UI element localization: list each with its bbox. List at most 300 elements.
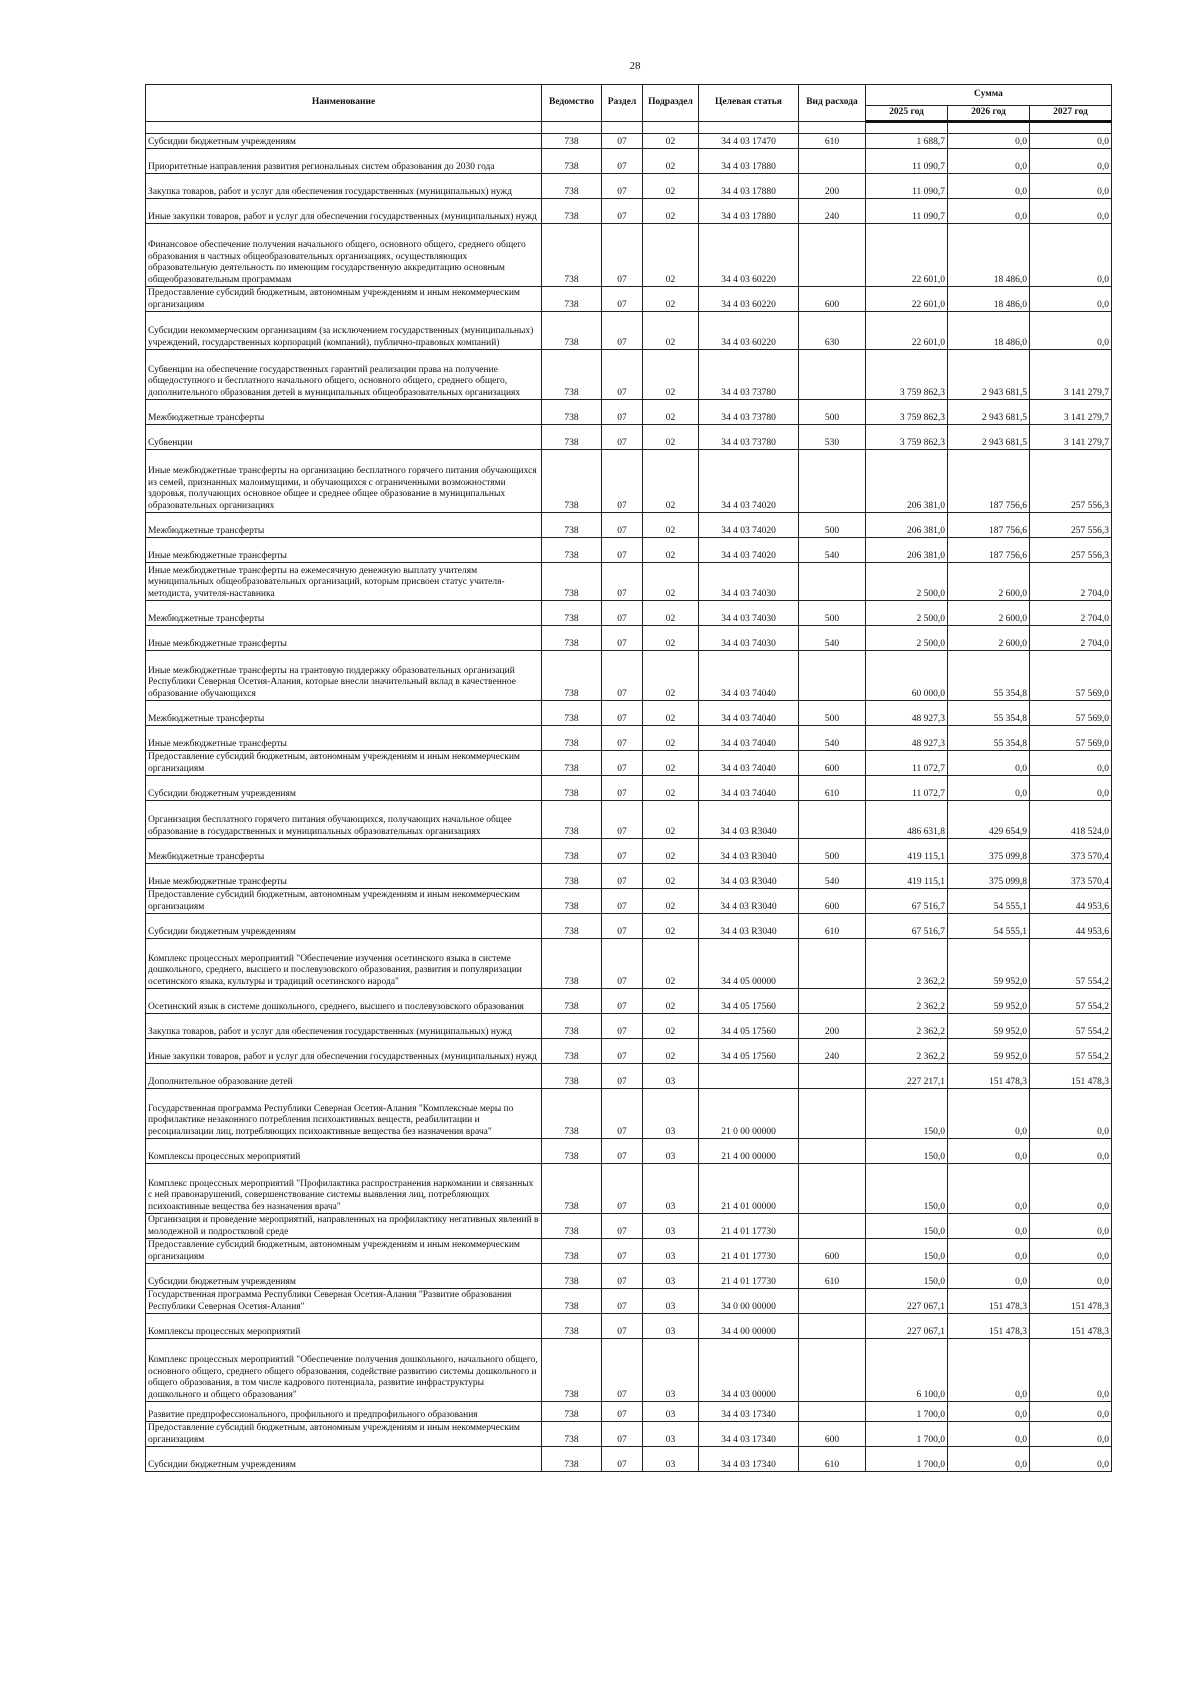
table-cell-vid xyxy=(799,1402,866,1422)
table-cell-podrazdel: 02 xyxy=(643,513,699,538)
table-cell-vid: 200 xyxy=(799,174,866,199)
table-cell-podrazdel: 02 xyxy=(643,801,699,839)
table-cell-razdel: 07 xyxy=(602,1139,643,1164)
table-cell-2026: 429 654,9 xyxy=(948,801,1030,839)
table-cell-vid: 500 xyxy=(799,400,866,425)
table-cell-podrazdel: 02 xyxy=(643,538,699,563)
table-cell-target: 34 4 03 73780 xyxy=(699,400,799,425)
table-cell-2025: 150,0 xyxy=(866,1089,948,1139)
table-cell-podrazdel: 03 xyxy=(643,1164,699,1214)
table-row xyxy=(146,400,1112,425)
table-row xyxy=(146,224,1112,287)
table-row xyxy=(146,776,1112,801)
table-cell-2027: 257 556,3 xyxy=(1030,513,1112,538)
table-cell-razdel: 07 xyxy=(602,1064,643,1089)
header-2027: 2027 год xyxy=(1030,106,1112,122)
table-cell-2025: 48 927,3 xyxy=(866,701,948,726)
table-cell-2025: 48 927,3 xyxy=(866,726,948,751)
table-row xyxy=(146,1422,1112,1447)
table-cell-razdel: 07 xyxy=(602,1239,643,1264)
table-cell-2027: 2 704,0 xyxy=(1030,601,1112,626)
table-row xyxy=(146,538,1112,563)
table-cell-2025: 1 688,7 xyxy=(866,134,948,149)
table-cell-podrazdel: 02 xyxy=(643,400,699,425)
table-cell-name: Комплексы процессных мероприятий xyxy=(146,1139,542,1164)
table-cell-2027: 0,0 xyxy=(1030,287,1112,312)
table-cell-vid xyxy=(799,1089,866,1139)
table-cell-2025: 22 601,0 xyxy=(866,287,948,312)
table-row xyxy=(146,1402,1112,1422)
table-cell-podrazdel: 03 xyxy=(643,1264,699,1289)
table-row xyxy=(146,1089,1112,1139)
table-cell-name: Субвенции на обеспечение государственных гарантий реализации права на получение общедоступного и бесплатного начального общего, основного общего, среднего общего, дополнительного образования детей в муниципальных общеобразовательных организациях xyxy=(146,350,542,400)
table-cell-2027: 0,0 xyxy=(1030,134,1112,149)
table-cell-vedomstvo: 738 xyxy=(542,651,602,701)
table-cell-vedomstvo: 738 xyxy=(542,400,602,425)
table-cell-razdel: 07 xyxy=(602,350,643,400)
table-cell-vid: 610 xyxy=(799,1264,866,1289)
table-cell-vedomstvo: 738 xyxy=(542,1014,602,1039)
table-cell-name: Иные закупки товаров, работ и услуг для обеспечения государственных (муниципальных) нужд xyxy=(146,1039,542,1064)
header-razdel: Раздел xyxy=(602,85,643,122)
table-cell-2026: 2 600,0 xyxy=(948,601,1030,626)
table-row xyxy=(146,1164,1112,1214)
table-cell-name: Субсидии бюджетным учреждениям xyxy=(146,776,542,801)
table-cell-vedomstvo: 738 xyxy=(542,601,602,626)
table-cell-podrazdel: 03 xyxy=(643,1289,699,1314)
table-row xyxy=(146,1139,1112,1164)
table-cell-podrazdel: 03 xyxy=(643,1089,699,1139)
table-cell-2026: 0,0 xyxy=(948,1339,1030,1402)
table-row xyxy=(146,1214,1112,1239)
table-cell-podrazdel: 02 xyxy=(643,839,699,864)
table-cell-razdel: 07 xyxy=(602,751,643,776)
table-cell-2025: 227 067,1 xyxy=(866,1289,948,1314)
table-cell-name: Дополнительное образование детей xyxy=(146,1064,542,1089)
table-cell-vedomstvo: 738 xyxy=(542,224,602,287)
table-cell-2026: 375 099,8 xyxy=(948,864,1030,889)
table-cell-2025: 11 072,7 xyxy=(866,776,948,801)
table-cell-2026: 187 756,6 xyxy=(948,450,1030,513)
table-cell-2027: 57 554,2 xyxy=(1030,1014,1112,1039)
table-cell-podrazdel: 02 xyxy=(643,776,699,801)
table-cell-2025: 67 516,7 xyxy=(866,889,948,914)
table-cell-name: Межбюджетные трансферты xyxy=(146,400,542,425)
table-cell-name: Финансовое обеспечение получения начального общего, основного общего, среднего общего образования в частных общеобразовательных организациях, осуществляющих образовательную деятельность по имеющим государственную аккредитацию основным общеобразовательным программам xyxy=(146,224,542,287)
table-row xyxy=(146,563,1112,601)
table-cell-2026: 2 600,0 xyxy=(948,626,1030,651)
table-row xyxy=(146,751,1112,776)
table-cell-2027: 0,0 xyxy=(1030,1339,1112,1402)
table-cell-2026: 375 099,8 xyxy=(948,839,1030,864)
table-cell-vid: 540 xyxy=(799,538,866,563)
table-cell-2027: 0,0 xyxy=(1030,1214,1112,1239)
table-cell-vid xyxy=(799,1314,866,1339)
table-cell-podrazdel: 02 xyxy=(643,939,699,989)
table-cell-vid xyxy=(799,939,866,989)
table-cell-razdel: 07 xyxy=(602,889,643,914)
table-cell-2026: 0,0 xyxy=(948,149,1030,174)
table-cell-name: Предоставление субсидий бюджетным, автономным учреждениям и иным некоммерческим организациям xyxy=(146,1422,542,1447)
table-cell-2026: 18 486,0 xyxy=(948,312,1030,350)
table-cell-target: 21 4 01 00000 xyxy=(699,1164,799,1214)
table-cell-target: 21 4 00 00000 xyxy=(699,1139,799,1164)
table-cell-target: 34 4 03 74040 xyxy=(699,651,799,701)
header-vid: Вид расхода xyxy=(799,85,866,122)
table-cell-2026: 55 354,8 xyxy=(948,651,1030,701)
table-cell-name: Субсидии бюджетным учреждениям xyxy=(146,914,542,939)
table-cell-2025: 2 500,0 xyxy=(866,563,948,601)
table-cell-2026: 0,0 xyxy=(948,199,1030,224)
table-cell-name: Субвенции xyxy=(146,425,542,450)
table-cell-target: 34 4 00 00000 xyxy=(699,1314,799,1339)
table-cell-name: Предоставление субсидий бюджетным, автономным учреждениям и иным некоммерческим организациям xyxy=(146,287,542,312)
table-cell-vedomstvo: 738 xyxy=(542,450,602,513)
table-cell-razdel: 07 xyxy=(602,1289,643,1314)
table-cell-name: Субсидии бюджетным учреждениям xyxy=(146,134,542,149)
table-cell-vedomstvo: 738 xyxy=(542,1214,602,1239)
table-cell-podrazdel: 02 xyxy=(643,989,699,1014)
table-cell-vid xyxy=(799,149,866,174)
table-cell-vedomstvo: 738 xyxy=(542,1339,602,1402)
table-cell-name: Предоставление субсидий бюджетным, автономным учреждениям и иным некоммерческим организациям xyxy=(146,889,542,914)
table-cell-2027: 57 569,0 xyxy=(1030,726,1112,751)
table-cell-podrazdel: 02 xyxy=(643,889,699,914)
table-cell-vid xyxy=(799,1289,866,1314)
table-row xyxy=(146,312,1112,350)
table-cell-2026: 2 943 681,5 xyxy=(948,350,1030,400)
table-cell-vedomstvo: 738 xyxy=(542,701,602,726)
table-row xyxy=(146,149,1112,174)
table-cell-vid xyxy=(799,563,866,601)
table-cell-2026: 0,0 xyxy=(948,776,1030,801)
table-cell-2026: 0,0 xyxy=(948,1089,1030,1139)
table-cell-target: 34 4 03 73780 xyxy=(699,350,799,400)
table-cell-name: Комплексы процессных мероприятий xyxy=(146,1314,542,1339)
table-cell-vid xyxy=(799,801,866,839)
table-cell-razdel: 07 xyxy=(602,776,643,801)
table-cell-vid: 600 xyxy=(799,889,866,914)
table-cell-2026: 0,0 xyxy=(948,134,1030,149)
table-cell-name: Иные межбюджетные трансферты xyxy=(146,864,542,889)
table-cell-vedomstvo: 738 xyxy=(542,134,602,149)
table-cell-podrazdel: 02 xyxy=(643,601,699,626)
table-cell-vedomstvo: 738 xyxy=(542,1289,602,1314)
table-cell-name: Субсидии некоммерческим организациям (за исключением государственных (муниципальных) учреждений, государственных корпораций (компаний), публично-правовых компаний) xyxy=(146,312,542,350)
table-cell-name: Комплекс процессных мероприятий "Обеспечение изучения осетинского языка в системе дошкольного, среднего, высшего и послевузовского образования, развития и популяризации осетинского языка, культуры и традиций осетинского народа" xyxy=(146,939,542,989)
table-cell-vid: 500 xyxy=(799,601,866,626)
table-cell-2025: 2 500,0 xyxy=(866,626,948,651)
table-cell-target: 34 0 00 00000 xyxy=(699,1289,799,1314)
table-cell-razdel: 07 xyxy=(602,199,643,224)
table-cell-vid xyxy=(799,1164,866,1214)
table-cell-2026: 59 952,0 xyxy=(948,989,1030,1014)
table-cell-2025: 6 100,0 xyxy=(866,1339,948,1402)
table-cell-2027: 0,0 xyxy=(1030,1447,1112,1472)
table-cell-2026: 59 952,0 xyxy=(948,1014,1030,1039)
table-cell-target: 34 4 03 17340 xyxy=(699,1402,799,1422)
table-cell-2027: 0,0 xyxy=(1030,1089,1112,1139)
table-cell-podrazdel: 02 xyxy=(643,626,699,651)
table-cell-2025: 150,0 xyxy=(866,1139,948,1164)
table-cell-razdel: 07 xyxy=(602,1089,643,1139)
table-cell-vedomstvo: 738 xyxy=(542,312,602,350)
table-cell-razdel: 07 xyxy=(602,312,643,350)
table-cell-2025: 11 090,7 xyxy=(866,199,948,224)
table-cell-podrazdel: 02 xyxy=(643,224,699,287)
table-cell-name: Межбюджетные трансферты xyxy=(146,513,542,538)
table-cell-2027: 151 478,3 xyxy=(1030,1289,1112,1314)
table-row xyxy=(146,726,1112,751)
table-cell-vedomstvo: 738 xyxy=(542,1314,602,1339)
table-cell-2026: 0,0 xyxy=(948,1422,1030,1447)
header-target: Целевая статья xyxy=(699,85,799,122)
table-cell-vedomstvo: 738 xyxy=(542,864,602,889)
table-cell-razdel: 07 xyxy=(602,1314,643,1339)
table-cell-2025: 3 759 862,3 xyxy=(866,400,948,425)
table-cell-vid: 610 xyxy=(799,776,866,801)
table-row xyxy=(146,425,1112,450)
table-cell-2027: 418 524,0 xyxy=(1030,801,1112,839)
table-cell-2027: 0,0 xyxy=(1030,1164,1112,1214)
table-cell-vedomstvo: 738 xyxy=(542,726,602,751)
table-cell-2026: 2 600,0 xyxy=(948,563,1030,601)
table-cell-vedomstvo: 738 xyxy=(542,563,602,601)
table-cell-2025: 1 700,0 xyxy=(866,1447,948,1472)
table-cell-razdel: 07 xyxy=(602,701,643,726)
table-cell-2027: 0,0 xyxy=(1030,1264,1112,1289)
table-cell-target: 34 4 03 74020 xyxy=(699,513,799,538)
table-cell-2027: 0,0 xyxy=(1030,224,1112,287)
table-cell-name: Предоставление субсидий бюджетным, автономным учреждениям и иным некоммерческим организациям xyxy=(146,1239,542,1264)
table-cell-razdel: 07 xyxy=(602,939,643,989)
table-cell-2027: 57 569,0 xyxy=(1030,701,1112,726)
table-cell-vid: 600 xyxy=(799,1422,866,1447)
table-cell-target: 34 4 03 17880 xyxy=(699,174,799,199)
table-cell-2026: 0,0 xyxy=(948,1239,1030,1264)
table-cell-vid xyxy=(799,1139,866,1164)
table-cell-podrazdel: 03 xyxy=(643,1064,699,1089)
table-cell-target: 34 4 05 17560 xyxy=(699,989,799,1014)
table-cell-2026: 151 478,3 xyxy=(948,1064,1030,1089)
table-cell-name: Государственная программа Республики Северная Осетия-Алания "Развитие образования Республики Северная Осетия-Алания" xyxy=(146,1289,542,1314)
table-cell-vedomstvo: 738 xyxy=(542,199,602,224)
table-row xyxy=(146,864,1112,889)
table-cell-vid: 540 xyxy=(799,864,866,889)
table-cell-2027: 2 704,0 xyxy=(1030,626,1112,651)
table-cell-2026: 59 952,0 xyxy=(948,939,1030,989)
table-cell-2026: 0,0 xyxy=(948,1402,1030,1422)
table-cell-2027: 257 556,3 xyxy=(1030,450,1112,513)
table-cell-2025: 60 000,0 xyxy=(866,651,948,701)
table-cell-razdel: 07 xyxy=(602,174,643,199)
table-cell-2027: 3 141 279,7 xyxy=(1030,425,1112,450)
table-row xyxy=(146,701,1112,726)
table-cell-razdel: 07 xyxy=(602,450,643,513)
table-cell-2026: 187 756,6 xyxy=(948,513,1030,538)
table-cell-target: 34 4 03 R3040 xyxy=(699,914,799,939)
table-cell-vid: 540 xyxy=(799,726,866,751)
table-cell-vedomstvo: 738 xyxy=(542,1402,602,1422)
table-cell-target: 34 4 03 74040 xyxy=(699,776,799,801)
table-cell-vid xyxy=(799,350,866,400)
table-cell-podrazdel: 03 xyxy=(643,1239,699,1264)
table-cell-name: Межбюджетные трансферты xyxy=(146,839,542,864)
table-cell-2027: 373 570,4 xyxy=(1030,864,1112,889)
table-cell-target: 34 4 03 74020 xyxy=(699,538,799,563)
table-cell-2025: 67 516,7 xyxy=(866,914,948,939)
table-cell-vid: 500 xyxy=(799,513,866,538)
table-cell-2027: 0,0 xyxy=(1030,751,1112,776)
table-cell-name: Организация и проведение мероприятий, направленных на профилактику негативных явлений в молодежной и подростковой среде xyxy=(146,1214,542,1239)
table-cell-vedomstvo: 738 xyxy=(542,914,602,939)
table-cell-vedomstvo: 738 xyxy=(542,350,602,400)
table-cell-2027: 57 554,2 xyxy=(1030,989,1112,1014)
table-cell-2025: 1 700,0 xyxy=(866,1402,948,1422)
table-cell-vid: 500 xyxy=(799,701,866,726)
table-cell-2025: 227 217,1 xyxy=(866,1064,948,1089)
table-row xyxy=(146,1314,1112,1339)
table-cell-podrazdel: 02 xyxy=(643,914,699,939)
table-cell-podrazdel: 02 xyxy=(643,350,699,400)
table-cell-2026: 55 354,8 xyxy=(948,701,1030,726)
table-cell-vid: 240 xyxy=(799,199,866,224)
table-cell-2027: 57 569,0 xyxy=(1030,651,1112,701)
table-cell-2027: 0,0 xyxy=(1030,174,1112,199)
table-cell-target: 34 4 03 74030 xyxy=(699,563,799,601)
table-cell-podrazdel: 02 xyxy=(643,726,699,751)
table-cell-vid xyxy=(799,1339,866,1402)
table-cell-2025: 419 115,1 xyxy=(866,864,948,889)
table-cell-razdel: 07 xyxy=(602,224,643,287)
table-cell-podrazdel: 02 xyxy=(643,651,699,701)
table-cell-vedomstvo: 738 xyxy=(542,751,602,776)
table-cell-name: Закупка товаров, работ и услуг для обеспечения государственных (муниципальных) нужд xyxy=(146,1014,542,1039)
table-cell-vid: 540 xyxy=(799,626,866,651)
table-cell-podrazdel: 02 xyxy=(643,149,699,174)
table-cell-target: 34 4 03 17340 xyxy=(699,1422,799,1447)
table-cell-name: Иные закупки товаров, работ и услуг для обеспечения государственных (муниципальных) нужд xyxy=(146,199,542,224)
table-cell-name: Субсидии бюджетным учреждениям xyxy=(146,1264,542,1289)
table-row xyxy=(146,174,1112,199)
page-number: 28 xyxy=(629,60,641,72)
table-cell-razdel: 07 xyxy=(602,1264,643,1289)
table-cell-razdel: 07 xyxy=(602,538,643,563)
table-cell-vid: 240 xyxy=(799,1039,866,1064)
table-cell-name: Приоритетные направления развития региональных систем образования до 2030 года xyxy=(146,149,542,174)
table-cell-name: Организация бесплатного горячего питания обучающихся, получающих начальное общее образование в государственных и муниципальных образовательных организациях xyxy=(146,801,542,839)
table-cell-2027: 2 704,0 xyxy=(1030,563,1112,601)
table-cell-target: 34 4 03 74020 xyxy=(699,450,799,513)
table-cell-name: Государственная программа Республики Северная Осетия-Алания "Комплексные меры по профилактике незаконного потребления психоактивных веществ, реабилитации и ресоциализации лиц, потребляющих психоактивные вещества без назначения врача" xyxy=(146,1089,542,1139)
table-cell-name: Субсидии бюджетным учреждениям xyxy=(146,1447,542,1472)
table-cell-target: 34 4 03 73780 xyxy=(699,425,799,450)
table-cell-target: 34 4 03 17470 xyxy=(699,134,799,149)
table-cell-name: Иные межбюджетные трансферты на ежемесячную денежную выплату учителям муниципальных общеобразовательных организаций, которым присвоен статус учителя-методиста, учителя-наставника xyxy=(146,563,542,601)
table-cell-razdel: 07 xyxy=(602,626,643,651)
table-cell-target: 34 4 03 00000 xyxy=(699,1339,799,1402)
table-cell-2025: 2 500,0 xyxy=(866,601,948,626)
table-cell-target: 34 4 03 R3040 xyxy=(699,839,799,864)
table-cell-razdel: 07 xyxy=(602,1164,643,1214)
table-cell-vedomstvo: 738 xyxy=(542,1089,602,1139)
table-cell-podrazdel: 03 xyxy=(643,1139,699,1164)
table-cell-razdel: 07 xyxy=(602,989,643,1014)
table-cell-razdel: 07 xyxy=(602,287,643,312)
table-cell-2026: 54 555,1 xyxy=(948,889,1030,914)
table-cell-name: Иные межбюджетные трансферты xyxy=(146,726,542,751)
table-row xyxy=(146,199,1112,224)
table-cell-target: 21 0 00 00000 xyxy=(699,1089,799,1139)
table-cell-target xyxy=(699,1064,799,1089)
table-cell-razdel: 07 xyxy=(602,134,643,149)
table-cell-razdel: 07 xyxy=(602,1447,643,1472)
table-cell-target: 34 4 03 17880 xyxy=(699,149,799,174)
table-cell-razdel: 07 xyxy=(602,1014,643,1039)
table-cell-podrazdel: 02 xyxy=(643,1014,699,1039)
table-cell-vid xyxy=(799,1214,866,1239)
table-cell-2026: 0,0 xyxy=(948,1139,1030,1164)
table-cell-razdel: 07 xyxy=(602,1039,643,1064)
table-row xyxy=(146,513,1112,538)
table-cell-2025: 227 067,1 xyxy=(866,1314,948,1339)
table-cell-2025: 150,0 xyxy=(866,1214,948,1239)
table-cell-podrazdel: 02 xyxy=(643,199,699,224)
table-cell-razdel: 07 xyxy=(602,864,643,889)
table-cell-name: Комплекс процессных мероприятий "Обеспечение получения дошкольного, начального общего, основного общего, среднего общего образования, содействие развитию системы дошкольного и общего образования, в том числе кадрового потенциала, развитие инфраструктуры дошкольного и общего образования" xyxy=(146,1339,542,1402)
table-cell-2025: 11 072,7 xyxy=(866,751,948,776)
table-cell-2027: 44 953,6 xyxy=(1030,914,1112,939)
table-cell-podrazdel: 02 xyxy=(643,425,699,450)
table-cell-2027: 0,0 xyxy=(1030,1402,1112,1422)
table-row xyxy=(146,601,1112,626)
table-cell-vedomstvo: 738 xyxy=(542,425,602,450)
table-cell-target: 21 4 01 17730 xyxy=(699,1264,799,1289)
table-cell-vedomstvo: 738 xyxy=(542,1447,602,1472)
table-cell-razdel: 07 xyxy=(602,563,643,601)
table-cell-2025: 22 601,0 xyxy=(866,312,948,350)
table-row xyxy=(146,989,1112,1014)
table-cell-target: 34 4 03 74040 xyxy=(699,701,799,726)
table-cell-vedomstvo: 738 xyxy=(542,1239,602,1264)
table-cell-vedomstvo: 738 xyxy=(542,538,602,563)
table-cell-podrazdel: 03 xyxy=(643,1314,699,1339)
table-cell-2025: 3 759 862,3 xyxy=(866,425,948,450)
table-cell-target: 34 4 03 74040 xyxy=(699,751,799,776)
table-cell-2026: 0,0 xyxy=(948,1214,1030,1239)
table-cell-2027: 44 953,6 xyxy=(1030,889,1112,914)
table-body xyxy=(146,134,1112,1472)
table-row xyxy=(146,889,1112,914)
table-cell-vedomstvo: 738 xyxy=(542,287,602,312)
table-cell-vedomstvo: 738 xyxy=(542,989,602,1014)
table-cell-target: 34 4 03 R3040 xyxy=(699,801,799,839)
table-cell-2025: 11 090,7 xyxy=(866,174,948,199)
table-cell-vid: 600 xyxy=(799,751,866,776)
table-cell-2027: 0,0 xyxy=(1030,149,1112,174)
table-cell-2027: 257 556,3 xyxy=(1030,538,1112,563)
table-cell-2026: 59 952,0 xyxy=(948,1039,1030,1064)
table-cell-vid: 500 xyxy=(799,839,866,864)
table-row xyxy=(146,914,1112,939)
header-podrazdel: Подраздел xyxy=(643,85,699,122)
table-cell-2026: 0,0 xyxy=(948,751,1030,776)
table-cell-2025: 22 601,0 xyxy=(866,224,948,287)
table-cell-name: Иные межбюджетные трансферты на организацию бесплатного горячего питания обучающихся из семей, признанных малоимущими, и обучающихся с ограниченными возможностями здоровья, получающих основное общее и среднее общее образование в муниципальных образовательных организациях xyxy=(146,450,542,513)
table-cell-vid xyxy=(799,651,866,701)
table-cell-razdel: 07 xyxy=(602,726,643,751)
table-cell-razdel: 07 xyxy=(602,839,643,864)
